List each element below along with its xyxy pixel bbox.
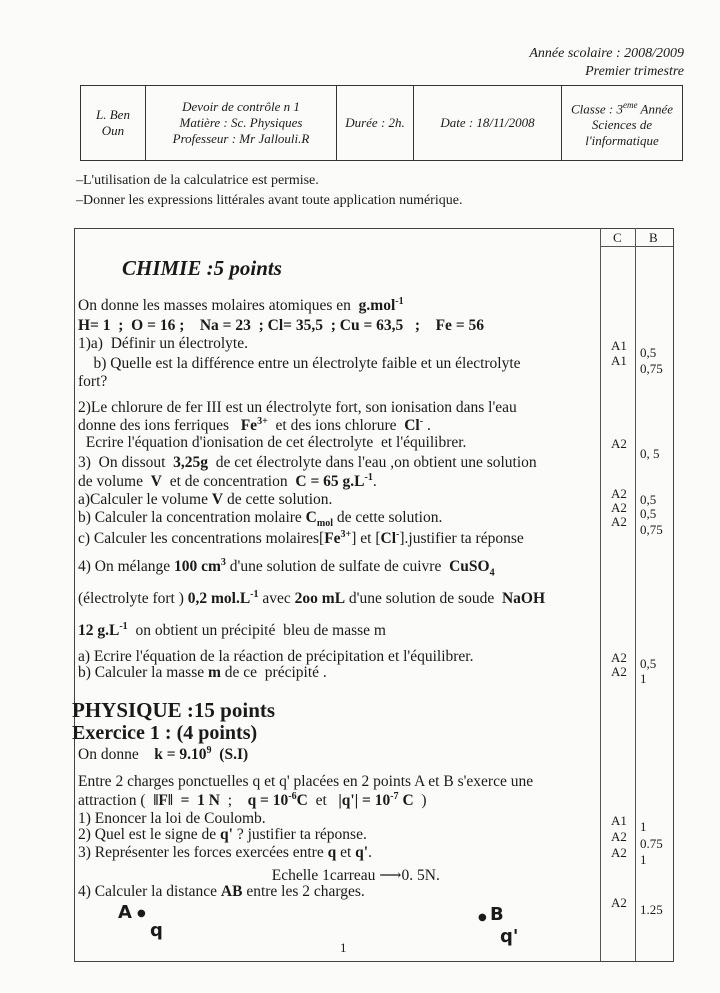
question-line (78, 529, 524, 548)
text-segment: ] et [ (351, 530, 381, 548)
competence-code: A2 (611, 486, 627, 501)
text-segment: Cl (380, 530, 397, 548)
text-segment: 3,25g (173, 454, 209, 471)
text-segment: on obtient un précipité bleu de masse m (127, 622, 386, 640)
text-segment: . (368, 844, 372, 861)
question-line (78, 355, 521, 373)
score-value: 1 (640, 819, 647, 834)
text-segment: 3+ (257, 416, 268, 427)
question-line (78, 373, 107, 391)
exam-subject: Matière : Sc. Physiques (179, 115, 303, 130)
text-segment: Ecrire l'équation d'ionisation de cet électrolyte et l'équilibrer. (78, 434, 467, 451)
text-segment: C = 65 g.L (295, 473, 365, 491)
competence-code: A2 (611, 650, 627, 665)
text-segment: On donne (78, 746, 155, 764)
text-segment: b) Calculer la concentration molaire (78, 509, 306, 526)
handwritten-charge-q: q (150, 920, 163, 941)
question-line (78, 826, 367, 844)
text-segment: donne des ions ferriques (78, 417, 241, 435)
question-line (78, 416, 431, 435)
page-number: 1 (340, 940, 347, 955)
question-line (78, 557, 495, 578)
text-segment: -7 (390, 791, 399, 802)
competence-code: A2 (611, 664, 627, 679)
handwritten-charge-q-prime: q' (500, 926, 519, 947)
question-line (78, 664, 327, 682)
text-segment: H= 1 ; O = 16 ; Na = 23 ; Cl= 35,5 ; Cu = 63,5 ; Fe = 56 (78, 317, 485, 334)
question-line (78, 844, 372, 862)
class-line: Classe : 3eme Année (571, 99, 673, 117)
column-c-header: C (613, 230, 622, 245)
text-segment: ; (220, 792, 248, 810)
text-segment: 3+ (340, 529, 352, 540)
text-segment: 2)Le chlorure de fer III est un électrolyte fort, son ionisation dans l'eau (78, 399, 517, 416)
competence-code: A2 (611, 514, 627, 529)
text-segment: 9 (206, 745, 212, 756)
score-value: 1.25 (640, 902, 663, 917)
text-segment: et (307, 792, 339, 810)
term: Premier trimestre (585, 64, 684, 79)
text-segment: 2) Quel est le signe de (78, 826, 221, 843)
text-segment: Fe (240, 417, 258, 435)
text-segment: avec (258, 590, 295, 608)
text-segment: b) Calculer la masse (78, 664, 208, 681)
text-segment: 4) On mélange (78, 558, 174, 576)
exam-teacher: Professeur : Mr Jallouli.R (172, 131, 310, 146)
text-segment: 1) Enoncer la loi de Coulomb. (78, 810, 266, 827)
competence-code: A1 (611, 813, 627, 828)
question-line (78, 509, 442, 529)
competence-code: A2 (611, 436, 627, 451)
text-segment: - (396, 529, 400, 540)
text-segment: a)Calculer le volume (78, 491, 212, 508)
question-line (78, 317, 484, 335)
text-segment: 2oo mL (294, 590, 346, 608)
score-value: 0,5 (640, 345, 657, 360)
text-segment: CuSO (449, 558, 490, 576)
text-segment: de cette solution. (223, 491, 333, 508)
text-segment: de cette solution. (332, 509, 443, 526)
class-line: l'informatique (585, 133, 659, 149)
text-segment: . (372, 473, 377, 491)
text-segment: 0,2 mol.L (187, 590, 251, 608)
school-line: Oun (101, 123, 125, 138)
exam-header-table (80, 85, 683, 161)
text-segment: a) Ecrire l'équation de la réaction de précipitation et l'équilibrer. (78, 648, 474, 665)
text-segment: - (419, 416, 424, 427)
school-line: L. Ben (96, 107, 130, 122)
score-value: 0,5 (640, 506, 657, 521)
question-line (78, 335, 248, 353)
text-segment: 12 g.L (78, 622, 120, 640)
question-line (78, 589, 545, 608)
physique-title: PHYSIQUE :15 points (72, 698, 276, 722)
text-segment: C (296, 792, 308, 810)
text-segment: entre les 2 charges. (242, 883, 365, 900)
chimie-title: CHIMIE :5 points (122, 256, 282, 280)
duration-cell: Durée : 2h. (337, 86, 414, 161)
text-segment: V (211, 491, 224, 508)
text-segment: ].justifier ta réponse (399, 530, 524, 548)
text-segment: attraction ( (78, 792, 154, 810)
question-line (78, 454, 537, 472)
text-segment: NaOH (501, 590, 546, 608)
school-cell (81, 86, 146, 161)
text-segment: de cet électrolyte dans l'eau ,on obtient une solution (208, 454, 537, 471)
text-segment: q (327, 844, 337, 861)
score-value: 1 (640, 671, 647, 686)
text-segment: 3) Représenter les forces exercées entre (78, 844, 328, 861)
exam-title: Devoir de contrôle n 1 (182, 99, 300, 114)
school-year: Année scolaire : 2008/2009 (529, 46, 684, 61)
question-line (78, 472, 377, 491)
score-value: 0,75 (640, 522, 663, 537)
text-segment: ) (413, 792, 427, 810)
note-calculator: –L'utilisation de la calculatrice est permise. (76, 173, 319, 188)
text-segment: et (336, 844, 356, 861)
text-segment: ‖F‖ = 1 N (153, 792, 220, 810)
text-segment: 3) On dissout (78, 454, 174, 471)
competence-code: A1 (611, 338, 627, 353)
class-cell (562, 86, 683, 161)
text-segment: 4 (489, 567, 495, 579)
competence-code: A2 (611, 895, 627, 910)
text-segment: 1)a) Définir un électrolyte. (78, 335, 248, 352)
competence-code: A2 (611, 829, 627, 844)
text-segment: AB (220, 883, 243, 900)
competence-code: A1 (611, 353, 627, 368)
text-segment: b) Quelle est la différence entre un électrolyte faible et un électrolyte (78, 355, 521, 372)
text-segment: C (398, 792, 414, 810)
text-segment: et de concentration (161, 473, 296, 491)
text-segment: Echelle 1carreau ⟶0. 5N. (78, 867, 440, 884)
question-line (78, 791, 427, 810)
exam-cell (146, 86, 337, 161)
text-segment: -1 (250, 589, 259, 600)
score-value: 0, 5 (640, 446, 660, 461)
text-segment: g.mol (358, 297, 396, 315)
text-segment: q' (355, 844, 369, 861)
text-segment: . (423, 417, 431, 435)
score-value: 0.75 (640, 836, 663, 851)
text-segment: mol (316, 518, 333, 530)
competence-code: A2 (611, 845, 627, 860)
text-segment: V (150, 473, 162, 491)
column-divider (635, 228, 636, 961)
question-line (78, 745, 248, 764)
text-segment: -1 (119, 621, 128, 632)
class-line: Sciences de (591, 117, 653, 133)
text-segment: Cl (404, 417, 420, 435)
note-expressions: –Donner les expressions littérales avant toute application numérique. (76, 193, 463, 208)
text-segment: Entre 2 charges ponctuelles q et q' placées en 2 points A et B s'exerce une (78, 773, 534, 790)
text-segment: de ce précipité . (220, 664, 327, 681)
competence-code: A2 (611, 500, 627, 515)
text-segment: -6 (288, 791, 297, 802)
text-segment: C (305, 509, 317, 526)
text-segment: et des ions chlorure (267, 417, 405, 435)
text-segment: |q'| = 10 (338, 792, 391, 810)
score-value: 0,5 (640, 492, 657, 507)
text-segment: k = 9.10 (154, 746, 207, 764)
text-segment: (électrolyte fort ) (78, 590, 188, 608)
question-line (78, 296, 404, 315)
text-segment: q' (220, 826, 233, 843)
text-segment: 100 cm (173, 558, 221, 576)
text-segment: -1 (364, 472, 373, 483)
date-cell: Date : 18/11/2008 (414, 86, 562, 161)
text-segment: (S.I) (211, 746, 249, 764)
column-divider (600, 228, 601, 961)
text-segment: 3 (220, 557, 226, 568)
question-line (78, 491, 332, 509)
text-segment: Fe (324, 530, 341, 548)
text-segment: d'une solution de soude (345, 590, 502, 608)
text-segment: 4) Calculer la distance (78, 883, 221, 900)
text-segment: On donne les masses molaires atomiques en (78, 297, 359, 315)
column-header-divider (600, 246, 673, 247)
score-value: 0,5 (640, 656, 657, 671)
question-line (78, 883, 365, 901)
text-segment: de volume (78, 473, 151, 491)
text-segment: ? justifier ta réponse. (232, 826, 367, 843)
question-line (78, 773, 533, 791)
score-value: 0,75 (640, 361, 663, 376)
handwritten-point-a: A (118, 902, 132, 923)
handwritten-point-b: B (490, 904, 504, 925)
question-line (78, 434, 466, 452)
text-segment: c) Calculer les concentrations molaires[ (78, 530, 325, 548)
exercice-title: Exercice 1 : (4 points) (72, 722, 258, 744)
score-value: 1 (640, 852, 647, 867)
question-line (78, 399, 517, 417)
text-segment: m (207, 664, 221, 681)
text-segment: -1 (395, 296, 404, 307)
question-line (78, 621, 386, 640)
column-b-header: B (649, 230, 658, 245)
text-segment: d'une solution de sulfate de cuivre (225, 558, 450, 576)
text-segment: fort? (78, 373, 108, 390)
text-segment: q = 10 (247, 792, 289, 810)
